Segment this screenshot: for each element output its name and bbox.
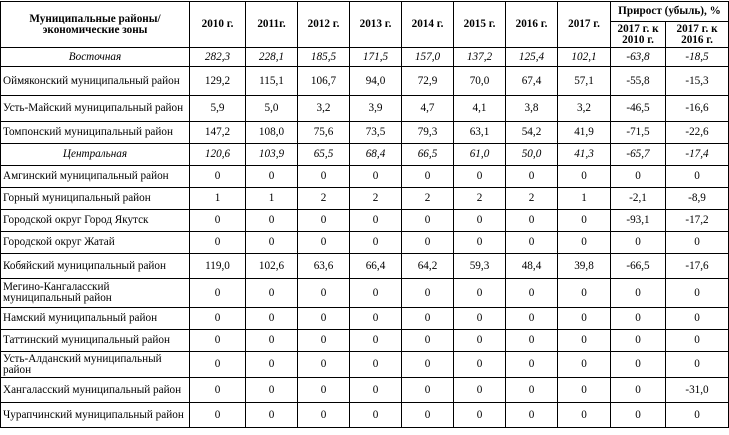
value-cell: -15,3	[666, 67, 729, 96]
value-cell: 0	[298, 403, 350, 428]
value-cell: -18,5	[666, 48, 729, 67]
value-cell: 0	[350, 308, 402, 330]
value-cell: 54,2	[506, 122, 558, 144]
district-name: Амгинский муниципальный район	[1, 166, 190, 188]
value-cell: 0	[611, 166, 666, 188]
value-cell: 106,7	[298, 67, 350, 96]
table-body	[1, 48, 729, 428]
value-cell: 137,2	[454, 48, 506, 67]
value-cell: 50,0	[506, 144, 558, 166]
value-cell: 228,1	[246, 48, 298, 67]
value-cell: 0	[190, 352, 246, 378]
district-name: Хангаласский муниципальный район	[1, 378, 190, 403]
header-year: 2011г.	[246, 2, 298, 48]
value-cell: 0	[350, 352, 402, 378]
value-cell: 2	[402, 188, 454, 210]
district-name: Городской округ Жатай	[1, 232, 190, 254]
value-cell: 0	[454, 378, 506, 403]
district-name: Горный муниципальный район	[1, 188, 190, 210]
value-cell: 2	[506, 188, 558, 210]
value-cell: 0	[190, 330, 246, 352]
value-cell: 171,5	[350, 48, 402, 67]
district-name: Усть-Майский муниципальный район	[1, 96, 190, 122]
value-cell: 0	[454, 166, 506, 188]
value-cell: 0	[246, 279, 298, 308]
value-cell: 0	[246, 403, 298, 428]
value-cell: 0	[611, 403, 666, 428]
value-cell: -46,5	[611, 96, 666, 122]
value-cell: 0	[402, 352, 454, 378]
header-year: 2015 г.	[454, 2, 506, 48]
value-cell: 185,5	[298, 48, 350, 67]
value-cell: 0	[402, 403, 454, 428]
value-cell: 0	[506, 308, 558, 330]
value-cell: 0	[558, 352, 611, 378]
value-cell: 39,8	[558, 254, 611, 279]
value-cell: 0	[506, 330, 558, 352]
value-cell: 0	[506, 166, 558, 188]
header-year: 2012 г.	[298, 2, 350, 48]
district-name: Кобяйский муниципальный район	[1, 254, 190, 279]
value-cell: 0	[298, 378, 350, 403]
value-cell: 0	[402, 166, 454, 188]
value-cell: 0	[246, 378, 298, 403]
value-cell: 5,9	[190, 96, 246, 122]
value-cell: 75,6	[298, 122, 350, 144]
value-cell: 0	[246, 232, 298, 254]
data-table	[0, 1, 729, 428]
value-cell: -2,1	[611, 188, 666, 210]
value-cell: 282,3	[190, 48, 246, 67]
value-cell: 102,1	[558, 48, 611, 67]
district-name: Таттинский муниципальный район	[1, 330, 190, 352]
value-cell: 120,6	[190, 144, 246, 166]
value-cell: 0	[298, 330, 350, 352]
value-cell: 0	[190, 232, 246, 254]
value-cell: 0	[402, 308, 454, 330]
value-cell: -17,2	[666, 210, 729, 232]
value-cell: 129,2	[190, 67, 246, 96]
table-row	[1, 378, 729, 403]
value-cell: 73,5	[350, 122, 402, 144]
value-cell: 0	[190, 403, 246, 428]
value-cell: 0	[611, 352, 666, 378]
value-cell: 67,4	[506, 67, 558, 96]
header-region: Муниципальные районы/ экономические зоны	[1, 2, 190, 48]
table-row	[1, 308, 729, 330]
value-cell: 0	[666, 166, 729, 188]
value-cell: -17,4	[666, 144, 729, 166]
value-cell: 0	[350, 232, 402, 254]
value-cell: 0	[611, 308, 666, 330]
value-cell: 0	[298, 352, 350, 378]
value-cell: 0	[298, 308, 350, 330]
value-cell: 70,0	[454, 67, 506, 96]
value-cell: 0	[350, 378, 402, 403]
value-cell: 65,5	[298, 144, 350, 166]
zone-name: Центральная	[1, 144, 190, 166]
value-cell: 0	[666, 403, 729, 428]
value-cell: 157,0	[402, 48, 454, 67]
district-name: Мегино-Кангаласский муниципальный район	[1, 279, 190, 308]
value-cell: 63,1	[454, 122, 506, 144]
value-cell: 0	[350, 210, 402, 232]
district-name: Городской округ Город Якутск	[1, 210, 190, 232]
value-cell: -16,6	[666, 96, 729, 122]
value-cell: 61,0	[454, 144, 506, 166]
value-cell: 0	[350, 279, 402, 308]
value-cell: 3,8	[506, 96, 558, 122]
table-row	[1, 210, 729, 232]
zone-name: Восточная	[1, 48, 190, 67]
value-cell: 57,1	[558, 67, 611, 96]
value-cell: 4,1	[454, 96, 506, 122]
value-cell: 0	[402, 378, 454, 403]
table-row	[1, 122, 729, 144]
value-cell: -71,5	[611, 122, 666, 144]
value-cell: 0	[611, 330, 666, 352]
table-row	[1, 188, 729, 210]
value-cell: 0	[246, 166, 298, 188]
value-cell: -93,1	[611, 210, 666, 232]
value-cell: 115,1	[246, 67, 298, 96]
value-cell: 0	[611, 279, 666, 308]
value-cell: 0	[190, 166, 246, 188]
value-cell: 0	[558, 378, 611, 403]
value-cell: 0	[350, 403, 402, 428]
value-cell: 64,2	[402, 254, 454, 279]
value-cell: 0	[402, 279, 454, 308]
value-cell: -66,5	[611, 254, 666, 279]
value-cell: 0	[402, 330, 454, 352]
value-cell: -55,8	[611, 67, 666, 96]
value-cell: 0	[190, 210, 246, 232]
value-cell: 3,9	[350, 96, 402, 122]
value-cell: 0	[350, 330, 402, 352]
value-cell: 0	[558, 308, 611, 330]
zone-row	[1, 48, 729, 67]
value-cell: 0	[454, 330, 506, 352]
value-cell: 0	[506, 403, 558, 428]
table-row	[1, 403, 729, 428]
value-cell: 0	[558, 166, 611, 188]
table-row	[1, 67, 729, 96]
value-cell: 102,6	[246, 254, 298, 279]
table-row	[1, 96, 729, 122]
value-cell: 103,9	[246, 144, 298, 166]
value-cell: 0	[666, 308, 729, 330]
table-row	[1, 166, 729, 188]
value-cell: 125,4	[506, 48, 558, 67]
table-row	[1, 352, 729, 378]
value-cell: 0	[298, 232, 350, 254]
header-year: 2010 г.	[190, 2, 246, 48]
value-cell: 0	[246, 352, 298, 378]
value-cell: 0	[558, 279, 611, 308]
value-cell: 0	[298, 279, 350, 308]
value-cell: 0	[666, 232, 729, 254]
value-cell: 0	[611, 232, 666, 254]
value-cell: 0	[506, 352, 558, 378]
value-cell: 0	[246, 308, 298, 330]
value-cell: 41,9	[558, 122, 611, 144]
value-cell: 0	[506, 232, 558, 254]
value-cell: 0	[454, 308, 506, 330]
value-cell: 0	[454, 232, 506, 254]
zone-row	[1, 144, 729, 166]
value-cell: 2	[298, 188, 350, 210]
value-cell: -8,9	[666, 188, 729, 210]
value-cell: 0	[402, 210, 454, 232]
value-cell: 48,4	[506, 254, 558, 279]
table-row	[1, 232, 729, 254]
district-name: Чурапчинский муниципальный район	[1, 403, 190, 428]
value-cell: 0	[611, 378, 666, 403]
value-cell: 3,2	[558, 96, 611, 122]
value-cell: -65,7	[611, 144, 666, 166]
header-growth-2017-vs-2016: 2017 г. к 2016 г.	[666, 22, 729, 48]
value-cell: 0	[190, 308, 246, 330]
value-cell: 66,5	[402, 144, 454, 166]
value-cell: 0	[454, 352, 506, 378]
district-name: Намский муниципальный район	[1, 308, 190, 330]
value-cell: 0	[298, 166, 350, 188]
value-cell: 0	[506, 210, 558, 232]
district-name: Оймяконский муниципальный район	[1, 67, 190, 96]
value-cell: 3,2	[298, 96, 350, 122]
value-cell: 0	[454, 210, 506, 232]
value-cell: 0	[666, 330, 729, 352]
value-cell: 41,3	[558, 144, 611, 166]
value-cell: 1	[190, 188, 246, 210]
header-growth-group: Прирост (убыль), %	[611, 2, 729, 22]
value-cell: 0	[350, 166, 402, 188]
value-cell: 0	[402, 232, 454, 254]
value-cell: 94,0	[350, 67, 402, 96]
value-cell: 0	[454, 403, 506, 428]
value-cell: 2	[454, 188, 506, 210]
value-cell: 0	[558, 232, 611, 254]
value-cell: 0	[506, 378, 558, 403]
header-year: 2016 г.	[506, 2, 558, 48]
value-cell: 72,9	[402, 67, 454, 96]
value-cell: 79,3	[402, 122, 454, 144]
header-year: 2013 г.	[350, 2, 402, 48]
value-cell: 68,4	[350, 144, 402, 166]
value-cell: -17,6	[666, 254, 729, 279]
value-cell: 0	[298, 210, 350, 232]
value-cell: 1	[246, 188, 298, 210]
header-growth-2017-vs-2010: 2017 г. к 2010 г.	[611, 22, 666, 48]
value-cell: -31,0	[666, 378, 729, 403]
value-cell: -22,6	[666, 122, 729, 144]
value-cell: 5,0	[246, 96, 298, 122]
value-cell: 0	[246, 330, 298, 352]
value-cell: 59,3	[454, 254, 506, 279]
value-cell: 2	[350, 188, 402, 210]
district-name: Томпонский муниципальный район	[1, 122, 190, 144]
value-cell: 0	[190, 378, 246, 403]
header-year: 2017 г.	[558, 2, 611, 48]
value-cell: 0	[558, 210, 611, 232]
value-cell: 0	[454, 279, 506, 308]
header-year: 2014 г.	[402, 2, 454, 48]
value-cell: 63,6	[298, 254, 350, 279]
district-name: Усть-Алданский муниципальный район	[1, 352, 190, 378]
value-cell: 0	[190, 279, 246, 308]
value-cell: 119,0	[190, 254, 246, 279]
value-cell: 0	[666, 352, 729, 378]
value-cell: 0	[558, 330, 611, 352]
table-row	[1, 279, 729, 308]
table-row	[1, 254, 729, 279]
value-cell: 147,2	[190, 122, 246, 144]
value-cell: 0	[666, 279, 729, 308]
value-cell: 4,7	[402, 96, 454, 122]
value-cell: 108,0	[246, 122, 298, 144]
value-cell: 66,4	[350, 254, 402, 279]
value-cell: 1	[558, 188, 611, 210]
value-cell: 0	[506, 279, 558, 308]
value-cell: -63,8	[611, 48, 666, 67]
value-cell: 0	[246, 210, 298, 232]
table-row	[1, 330, 729, 352]
value-cell: 0	[558, 403, 611, 428]
